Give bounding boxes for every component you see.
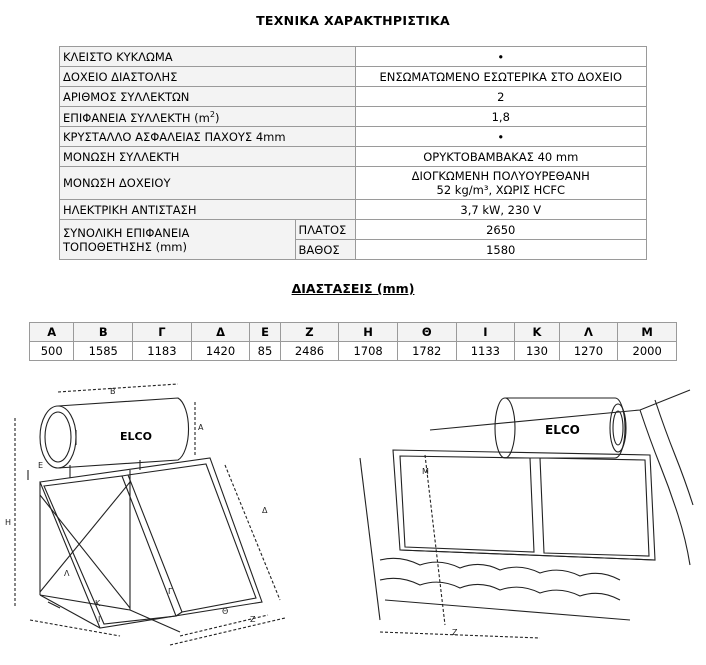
spec-label: ΚΛΕΙΣΤΟ ΚΥΚΛΩΜΑ (60, 47, 356, 67)
dim-value: 1585 (74, 342, 133, 361)
dim-label-i: I (98, 615, 101, 624)
table-row (60, 147, 647, 167)
spec-label: ΑΡΙΘΜΟΣ ΣΥΛΛΕΚΤΩΝ (60, 87, 356, 107)
spec-value: 3,7 kW, 230 V (355, 200, 646, 220)
spec-value: • (355, 127, 646, 147)
spec-value: ΔΙΟΓΚΩΜΕΝΗ ΠΟΛΥΟΥΡΕΘΑΝΗ 52 kg/m³, ΧΩΡΙΣ HCFC (355, 167, 646, 200)
dim-value: 2486 (280, 342, 339, 361)
dim-label-m: M (422, 467, 429, 476)
dim-label-a: A (198, 423, 204, 432)
table-row (60, 127, 647, 147)
dim-header: Η (339, 323, 398, 342)
dim-header: Ι (456, 323, 515, 342)
spec-label: ΔΟΧΕΙΟ ΔΙΑΣΤΟΛΗΣ (60, 67, 356, 87)
table-row (60, 167, 647, 200)
dim-label-e: E (38, 461, 44, 470)
dimensions-table (29, 322, 677, 361)
table-row (60, 107, 647, 127)
table-row (60, 220, 647, 240)
spec-label: ΚΡΥΣΤΑΛΛΟ ΑΣΦΑΛΕΙΑΣ ΠΑΧΟΥΣ 4mm (60, 127, 356, 147)
dim-value: 1708 (339, 342, 398, 361)
dim-header: Α (30, 323, 74, 342)
table-row (30, 323, 677, 342)
table-row (30, 342, 677, 361)
spec-value: 1580 (355, 240, 646, 260)
dim-label-d: Δ (262, 506, 268, 515)
dim-value: 1420 (191, 342, 250, 361)
spec-sublabel: ΠΛΑΤΟΣ (295, 220, 355, 240)
spec-value: 2 (355, 87, 646, 107)
spec-label: ΜΟΝΩΣΗ ΔΟΧΕΙΟΥ (60, 167, 356, 200)
brand-logo: ELCO (545, 423, 580, 437)
dim-label-k: K (95, 599, 101, 608)
spec-label: ΗΛΕΚΤΡΙΚΗ ΑΝΤΙΣΤΑΣΗ (60, 200, 356, 220)
dim-value: 1270 (559, 342, 618, 361)
spec-value: ΕΝΣΩΜΑΤΩΜΕΝΟ ΕΣΩΤΕΡΙΚΑ ΣΤΟ ΔΟΧΕΙΟ (355, 67, 646, 87)
dimensions-title: ΔΙΑΣΤΑΣΕΙΣ (mm) (291, 281, 415, 296)
spec-label: ΕΠΙΦΑΝΕΙΑ ΣΥΛΛΕΚΤΗ $(m^2)$ (60, 107, 356, 127)
dim-header: Λ (559, 323, 618, 342)
dim-value: 2000 (618, 342, 677, 361)
installation-drawing (0, 370, 706, 665)
dim-header: Μ (618, 323, 677, 342)
table-row (60, 67, 647, 87)
dim-header: Γ (133, 323, 192, 342)
dim-value: 85 (250, 342, 280, 361)
spec-value: • (355, 47, 646, 67)
spec-sublabel: ΒΑΘΟΣ (295, 240, 355, 260)
dim-label-g: Γ (168, 587, 173, 596)
pitched-roof-drawing (360, 390, 693, 638)
specs-table (59, 46, 647, 260)
dim-value: 500 (30, 342, 74, 361)
flat-roof-drawing (15, 384, 285, 645)
dim-header: Ε (250, 323, 280, 342)
spec-value: ΟΡΥΚΤΟΒΑΜΒΑΚΑΣ 40 mm (355, 147, 646, 167)
dim-label-z: Z (250, 615, 256, 624)
dim-value: 1183 (133, 342, 192, 361)
dim-header: Θ (397, 323, 456, 342)
dim-value: 1133 (456, 342, 515, 361)
spec-label: ΜΟΝΩΣΗ ΣΥΛΛΕΚΤΗ (60, 147, 356, 167)
dim-header: Κ (515, 323, 559, 342)
dim-header: Β (74, 323, 133, 342)
page-title: ΤΕΧΝΙΚΑ ΧΑΡΑΚΤΗΡΙΣΤΙΚΑ (256, 13, 450, 28)
dim-label-z2: Z (452, 628, 458, 637)
dim-label-l: Λ (64, 569, 70, 578)
dim-label-b: B (110, 387, 116, 396)
dim-header: Ζ (280, 323, 339, 342)
table-row (60, 200, 647, 220)
table-row (60, 47, 647, 67)
spec-label: ΣΥΝΟΛΙΚΗ ΕΠΙΦΑΝΕΙΑ ΤΟΠΟΘΕΤΗΣΗΣ (mm) (60, 220, 296, 260)
brand-logo: ELCO (120, 430, 152, 443)
dim-value: 1782 (397, 342, 456, 361)
spec-value: 1,8 (355, 107, 646, 127)
dim-header: Δ (191, 323, 250, 342)
dim-label-h: H (5, 518, 12, 527)
dim-label-th: Θ (222, 607, 229, 616)
spec-value: 2650 (355, 220, 646, 240)
dim-value: 130 (515, 342, 559, 361)
table-row (60, 87, 647, 107)
